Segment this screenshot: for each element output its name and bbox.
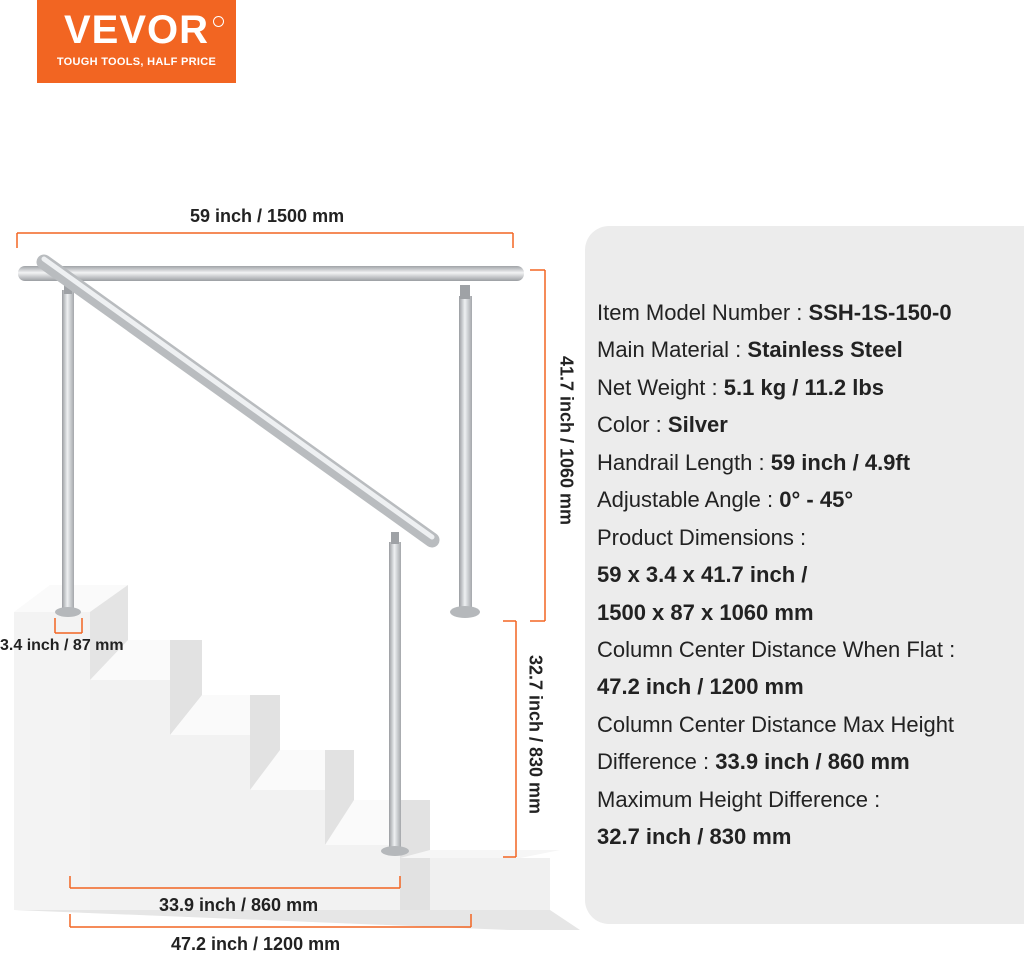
dim-top-length: 59 inch / 1500 mm bbox=[190, 206, 345, 226]
spec-max-height-value bbox=[597, 823, 791, 851]
spec-max-height-label bbox=[597, 786, 880, 814]
spec-max-height-label-text: Maximum Height Difference : bbox=[597, 787, 881, 812]
spec-handrail-label: Handrail Length : bbox=[597, 450, 765, 475]
rails bbox=[18, 259, 524, 540]
spec-material-value: Stainless Steel bbox=[747, 337, 903, 362]
spec-handrail-value: 59 inch / 4.9ft bbox=[770, 450, 911, 475]
brand-tagline: TOUGH TOOLS, HALF PRICE bbox=[56, 56, 217, 68]
spec-model-label: Item Model Number : bbox=[597, 300, 803, 325]
spec-product-dim-value-1-text: 59 x 3.4 x 41.7 inch / bbox=[597, 562, 808, 587]
spec-col-flat-label bbox=[597, 636, 955, 664]
spec-product-dim-value-2-text: 1500 x 87 x 1060 mm bbox=[597, 600, 814, 625]
dim-column-flat: 47.2 inch / 1200 mm bbox=[171, 934, 341, 954]
dim-post-base: 3.4 inch / 87 mm bbox=[0, 637, 124, 654]
spec-angle-label: Adjustable Angle : bbox=[597, 487, 774, 512]
spec-product-dim-label-text: Product Dimensions : bbox=[597, 525, 807, 550]
spec-material bbox=[597, 336, 903, 364]
spec-col-max-label-1 bbox=[597, 711, 954, 739]
spec-color-value: Silver bbox=[667, 412, 728, 437]
dim-max-height-diff: 32.7 inch / 830 mm bbox=[525, 654, 546, 815]
spec-max-height-value-text: 32.7 inch / 830 mm bbox=[597, 824, 792, 849]
spec-color bbox=[597, 411, 728, 439]
spec-model bbox=[597, 299, 952, 327]
spec-col-flat-value-text: 47.2 inch / 1200 mm bbox=[597, 674, 804, 699]
spec-col-flat-value bbox=[597, 673, 804, 701]
spec-col-max-value: 33.9 inch / 860 mm bbox=[715, 749, 910, 774]
dim-right-height: 41.7 inch / 1060 mm bbox=[556, 355, 577, 526]
spec-product-dim-value-2 bbox=[597, 599, 814, 627]
spec-col-flat-label-text: Column Center Distance When Flat : bbox=[597, 637, 956, 662]
spec-material-label: Main Material : bbox=[597, 337, 742, 362]
spec-product-dim-value-1 bbox=[597, 561, 807, 589]
spec-handrail bbox=[597, 449, 910, 477]
spec-color-label: Color : bbox=[597, 412, 662, 437]
brand-name: VEVOR bbox=[63, 8, 210, 52]
spec-weight bbox=[597, 374, 884, 402]
spec-weight-label: Net Weight : bbox=[597, 375, 718, 400]
spec-weight-value: 5.1 kg / 11.2 lbs bbox=[723, 375, 884, 400]
spec-col-max-label-1-text: Column Center Distance Max Height bbox=[597, 712, 955, 737]
spec-model-value: SSH-1S-150-0 bbox=[808, 300, 952, 325]
dim-column-diff: 33.9 inch / 860 mm bbox=[159, 895, 319, 915]
spec-product-dim-label bbox=[597, 524, 806, 552]
spec-col-max-label-2: Difference : bbox=[597, 749, 710, 774]
spec-angle bbox=[597, 486, 853, 514]
spec-angle-value: 0° - 45° bbox=[779, 487, 854, 512]
spec-col-max bbox=[597, 748, 910, 776]
